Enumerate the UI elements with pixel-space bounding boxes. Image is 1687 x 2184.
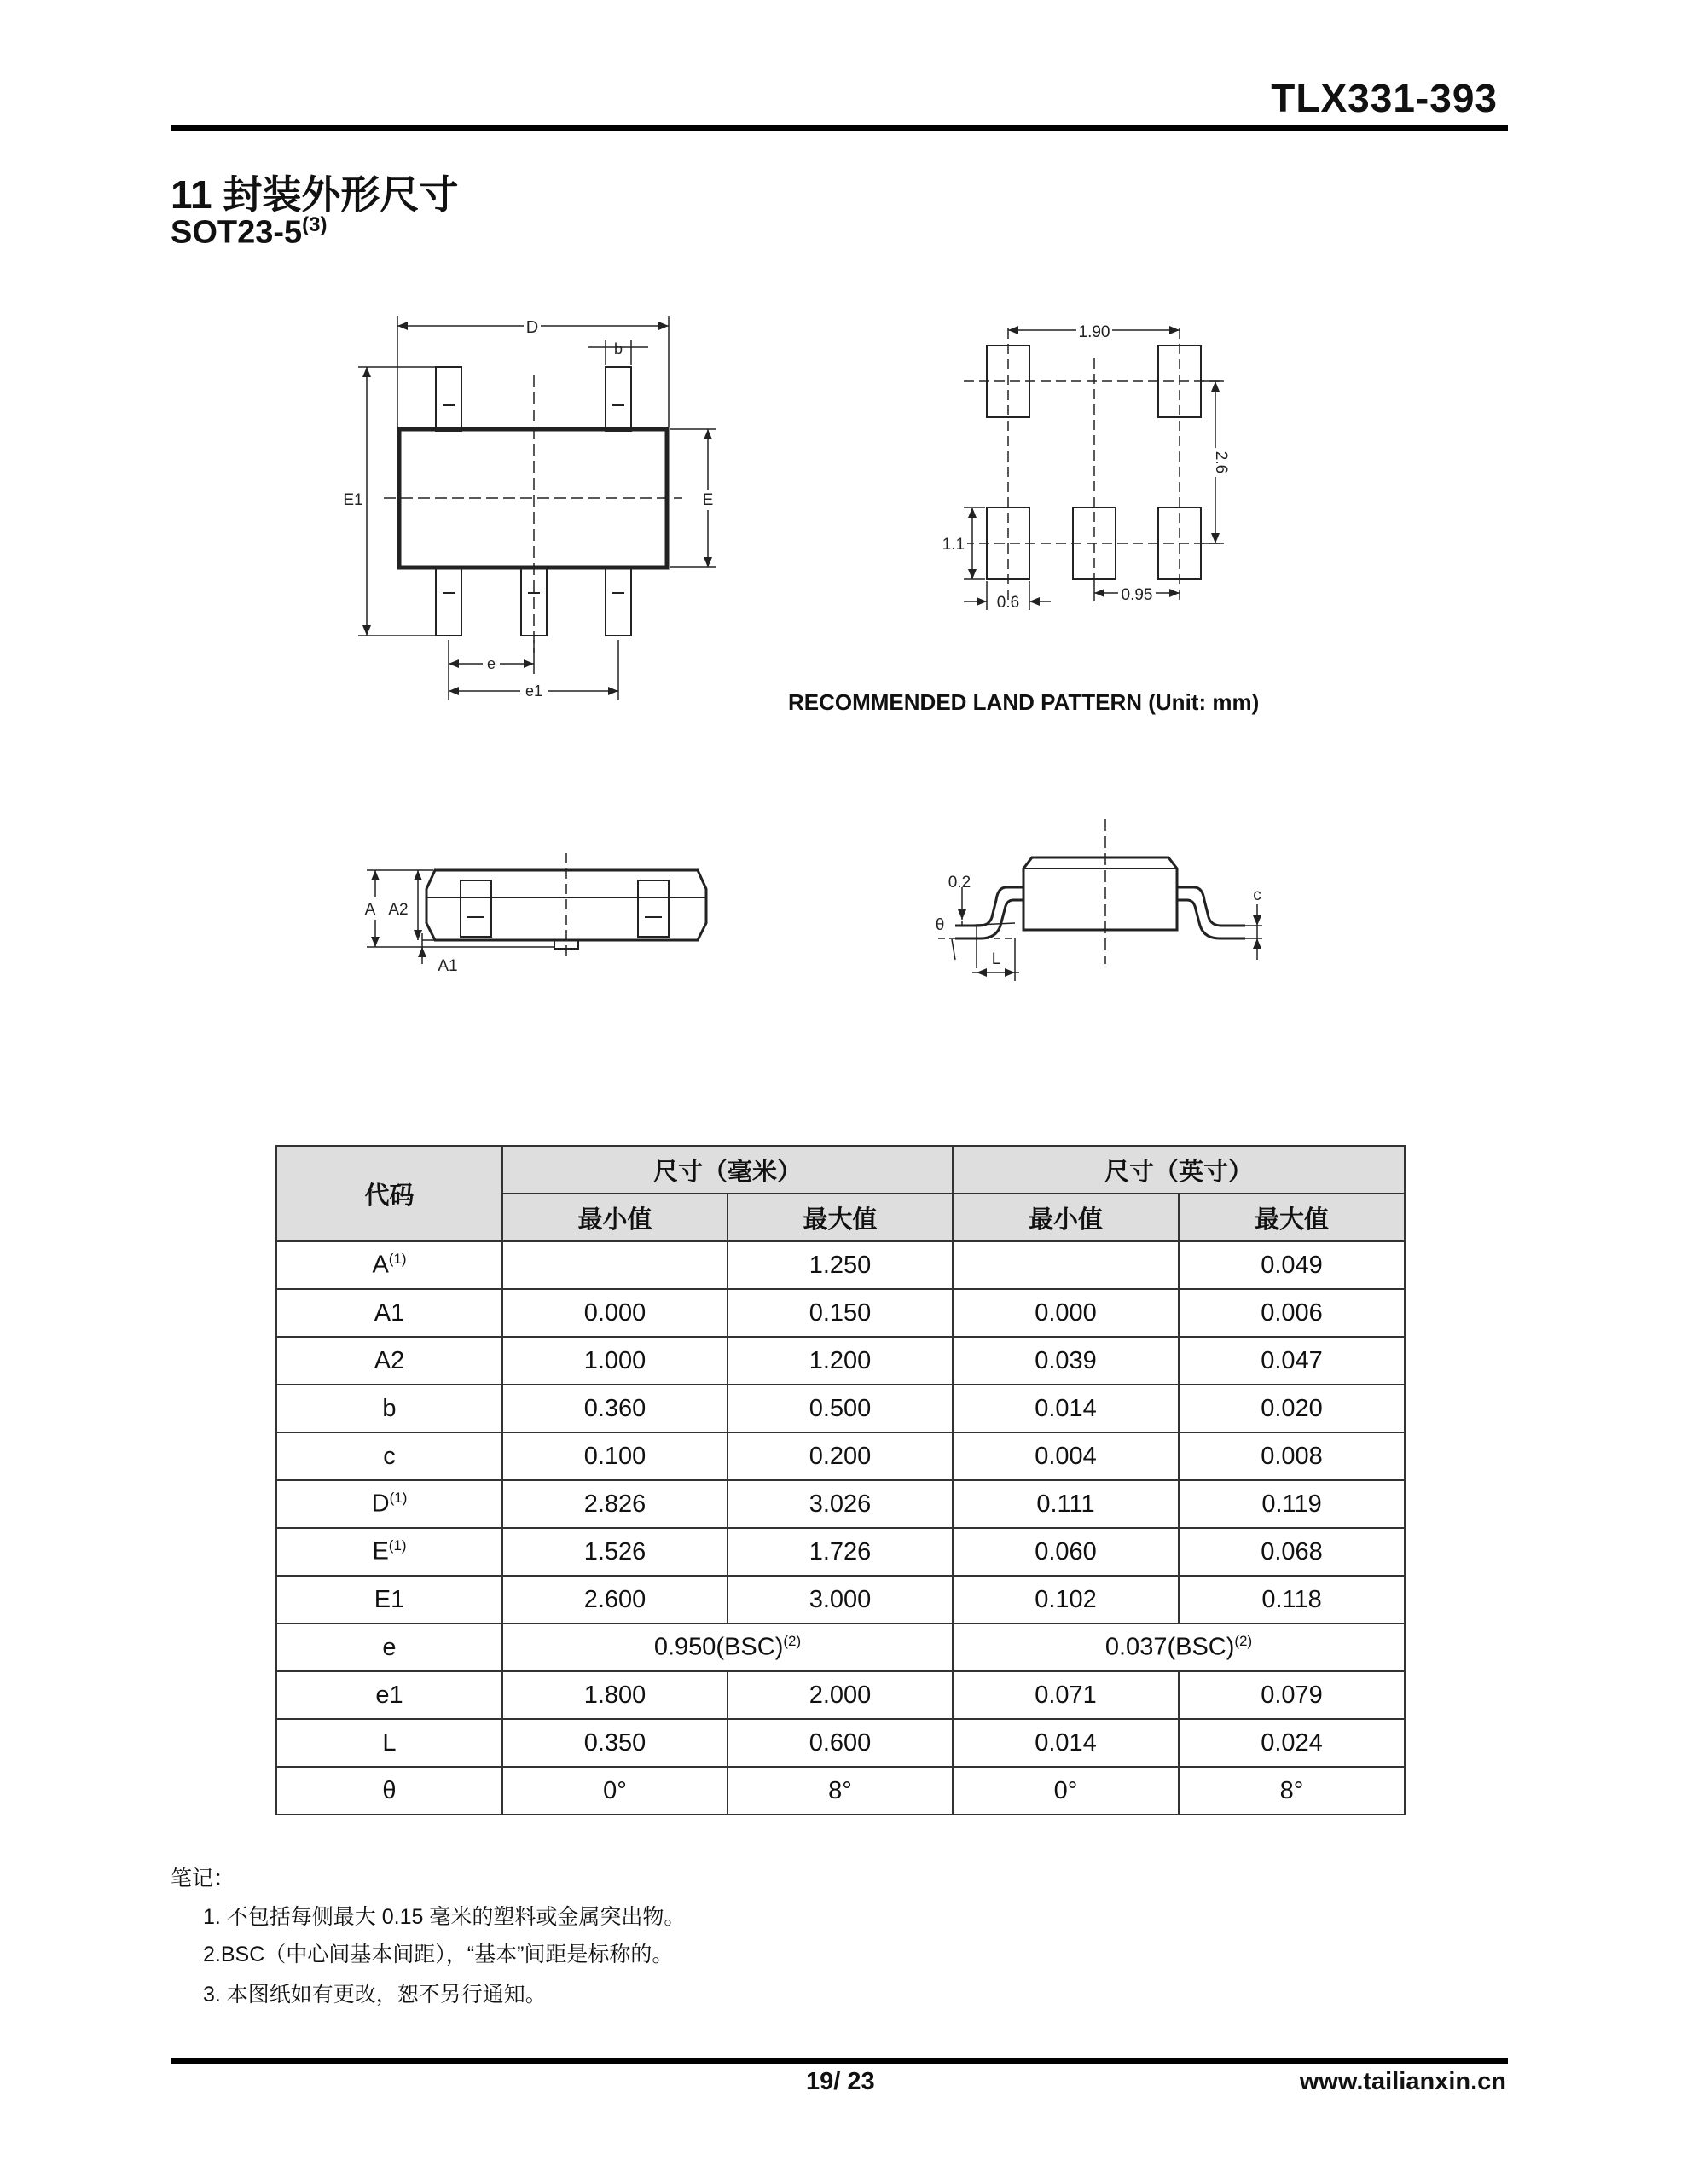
row-inch-max: 0.079: [1179, 1671, 1405, 1719]
land-label-pad-length: 1.1: [942, 536, 965, 554]
row-symbol: $E^{(1)}$: [276, 1528, 502, 1576]
row-inch-min: 0.071: [953, 1671, 1179, 1719]
row-inch-max: 0.119: [1179, 1480, 1405, 1528]
row-mm-min: [502, 1241, 728, 1289]
row-mm-min: 0.360: [502, 1385, 728, 1432]
row-inch-max: 0.008: [1179, 1432, 1405, 1480]
row-symbol: E1: [276, 1576, 502, 1623]
table-header-mm-max: 最大值: [728, 1194, 953, 1241]
detail-label-c: c: [1253, 886, 1261, 904]
side-label-A1: A1: [438, 957, 458, 975]
website-link[interactable]: www.tailianxin.cn: [1299, 2068, 1506, 2095]
row-inch-span: 0.037(BSC)$^{(2)}$: [953, 1623, 1405, 1671]
table-row: [276, 1576, 1405, 1623]
row-mm-min: 0.000: [502, 1289, 728, 1337]
section-name: 封装外形尺寸: [223, 172, 459, 217]
note-item: 2.BSC（中心间基本间距），“基本”间距是标称的。: [203, 1943, 674, 1966]
row-mm-span: 0.950(BSC)$^{(2)}$: [502, 1623, 953, 1671]
row-inch-max: 0.068: [1179, 1528, 1405, 1576]
row-mm-min: 2.600: [502, 1576, 728, 1623]
row-mm-min: 2.826: [502, 1480, 728, 1528]
header-rule: [171, 125, 1508, 131]
row-mm-min: 0.350: [502, 1719, 728, 1767]
row-mm-max: 0.150: [728, 1289, 953, 1337]
row-inch-min: 0.039: [953, 1337, 1179, 1385]
section-number: 11: [171, 172, 212, 217]
row-symbol: c: [276, 1432, 502, 1480]
row-mm-min: 1.800: [502, 1671, 728, 1719]
row-mm-max: 1.726: [728, 1528, 953, 1576]
row-symbol: A2: [276, 1337, 502, 1385]
land-label-pitch-x: 1.90: [1078, 323, 1110, 341]
table-row: [276, 1623, 1405, 1671]
table-row: [276, 1385, 1405, 1432]
dimensions-table: [275, 1145, 1406, 1815]
package-name: SOT23-5: [171, 214, 303, 251]
dim-label-b: b: [613, 340, 623, 357]
row-inch-min: 0.014: [953, 1385, 1179, 1432]
page-number: 19/ 23: [806, 2068, 875, 2095]
document-part-number: TLX331-393: [1271, 76, 1498, 120]
row-symbol: b: [276, 1385, 502, 1432]
table-header-inch-max: 最大值: [1179, 1194, 1405, 1241]
row-inch-min: 0.111: [953, 1480, 1179, 1528]
land-label-pitch-y: 2.6: [1212, 450, 1230, 474]
row-inch-max: 8°: [1179, 1767, 1405, 1815]
row-inch-min: 0.000: [953, 1289, 1179, 1337]
row-symbol: $A^{(1)}$: [276, 1241, 502, 1289]
dim-label-E1: E1: [343, 491, 363, 509]
package-title: [171, 213, 328, 252]
row-inch-min: [953, 1241, 1179, 1289]
table-row: [276, 1241, 1405, 1289]
note-item: 3. 本图纸如有更改，恕不另行通知。: [203, 1983, 547, 2007]
row-mm-max: 2.000: [728, 1671, 953, 1719]
notes-title: 笔记：: [171, 1867, 235, 1891]
detail-label-gauge: 0.2: [948, 874, 971, 892]
table-header-mm: 尺寸（毫米）: [502, 1146, 953, 1194]
table-row: [276, 1767, 1405, 1815]
row-inch-min: 0.004: [953, 1432, 1179, 1480]
dim-label-D: D: [525, 318, 539, 337]
row-inch-max: 0.118: [1179, 1576, 1405, 1623]
row-inch-min: 0°: [953, 1767, 1179, 1815]
row-mm-max: 1.250: [728, 1241, 953, 1289]
section-title: [171, 164, 458, 220]
table-row: [276, 1719, 1405, 1767]
row-inch-min: 0.102: [953, 1576, 1179, 1623]
table-header-inch: 尺寸（英寸）: [953, 1146, 1405, 1194]
table-row: [276, 1528, 1405, 1576]
table-header-inch-min: 最小值: [953, 1194, 1179, 1241]
row-mm-max: 0.600: [728, 1719, 953, 1767]
table-header-mm-min: 最小值: [502, 1194, 728, 1241]
table-row: [276, 1337, 1405, 1385]
lead-detail-drawing: [921, 819, 1279, 998]
footer-rule: [171, 2058, 1508, 2064]
row-symbol: L: [276, 1719, 502, 1767]
table-row: [276, 1289, 1405, 1337]
row-inch-min: 0.014: [953, 1719, 1179, 1767]
note-item: 1. 不包括每侧最大 0.15 毫米的塑料或金属突出物。: [203, 1905, 686, 1929]
table-row: [276, 1671, 1405, 1719]
table-header-code: 代码: [276, 1146, 502, 1241]
row-mm-min: 0.100: [502, 1432, 728, 1480]
row-mm-max: 3.026: [728, 1480, 953, 1528]
table-row: [276, 1480, 1405, 1528]
row-mm-max: 3.000: [728, 1576, 953, 1623]
row-mm-max: 0.200: [728, 1432, 953, 1480]
row-inch-min: 0.060: [953, 1528, 1179, 1576]
detail-label-L: L: [991, 950, 1001, 968]
row-mm-max: 1.200: [728, 1337, 953, 1385]
land-label-pitch: 0.95: [1121, 586, 1153, 604]
side-view-drawing: [350, 845, 725, 981]
table-row: [276, 1432, 1405, 1480]
top-view-drawing: [324, 307, 733, 708]
row-inch-max: 0.020: [1179, 1385, 1405, 1432]
row-inch-max: 0.047: [1179, 1337, 1405, 1385]
dim-label-E: E: [702, 491, 714, 509]
row-mm-min: 1.526: [502, 1528, 728, 1576]
row-mm-max: 0.500: [728, 1385, 953, 1432]
side-label-A2: A2: [388, 901, 409, 919]
row-symbol: A1: [276, 1289, 502, 1337]
row-inch-max: 0.024: [1179, 1719, 1405, 1767]
row-symbol: e: [276, 1623, 502, 1671]
detail-label-theta: θ: [935, 916, 945, 934]
row-mm-min: 0°: [502, 1767, 728, 1815]
row-mm-max: 8°: [728, 1767, 953, 1815]
side-label-A: A: [364, 901, 376, 919]
land-label-pad-width: 0.6: [996, 594, 1020, 612]
row-symbol: e1: [276, 1671, 502, 1719]
package-note-ref: (3): [302, 213, 328, 236]
row-inch-max: 0.006: [1179, 1289, 1405, 1337]
row-mm-min: 1.000: [502, 1337, 728, 1385]
dim-label-e: e: [486, 655, 496, 672]
row-symbol: θ: [276, 1767, 502, 1815]
dim-label-e1: e1: [525, 682, 543, 700]
land-pattern-caption: RECOMMENDED LAND PATTERN (Unit: mm): [788, 689, 1260, 715]
row-symbol: $D^{(1)}$: [276, 1480, 502, 1528]
row-inch-max: 0.049: [1179, 1241, 1405, 1289]
land-pattern-drawing: [930, 311, 1262, 627]
